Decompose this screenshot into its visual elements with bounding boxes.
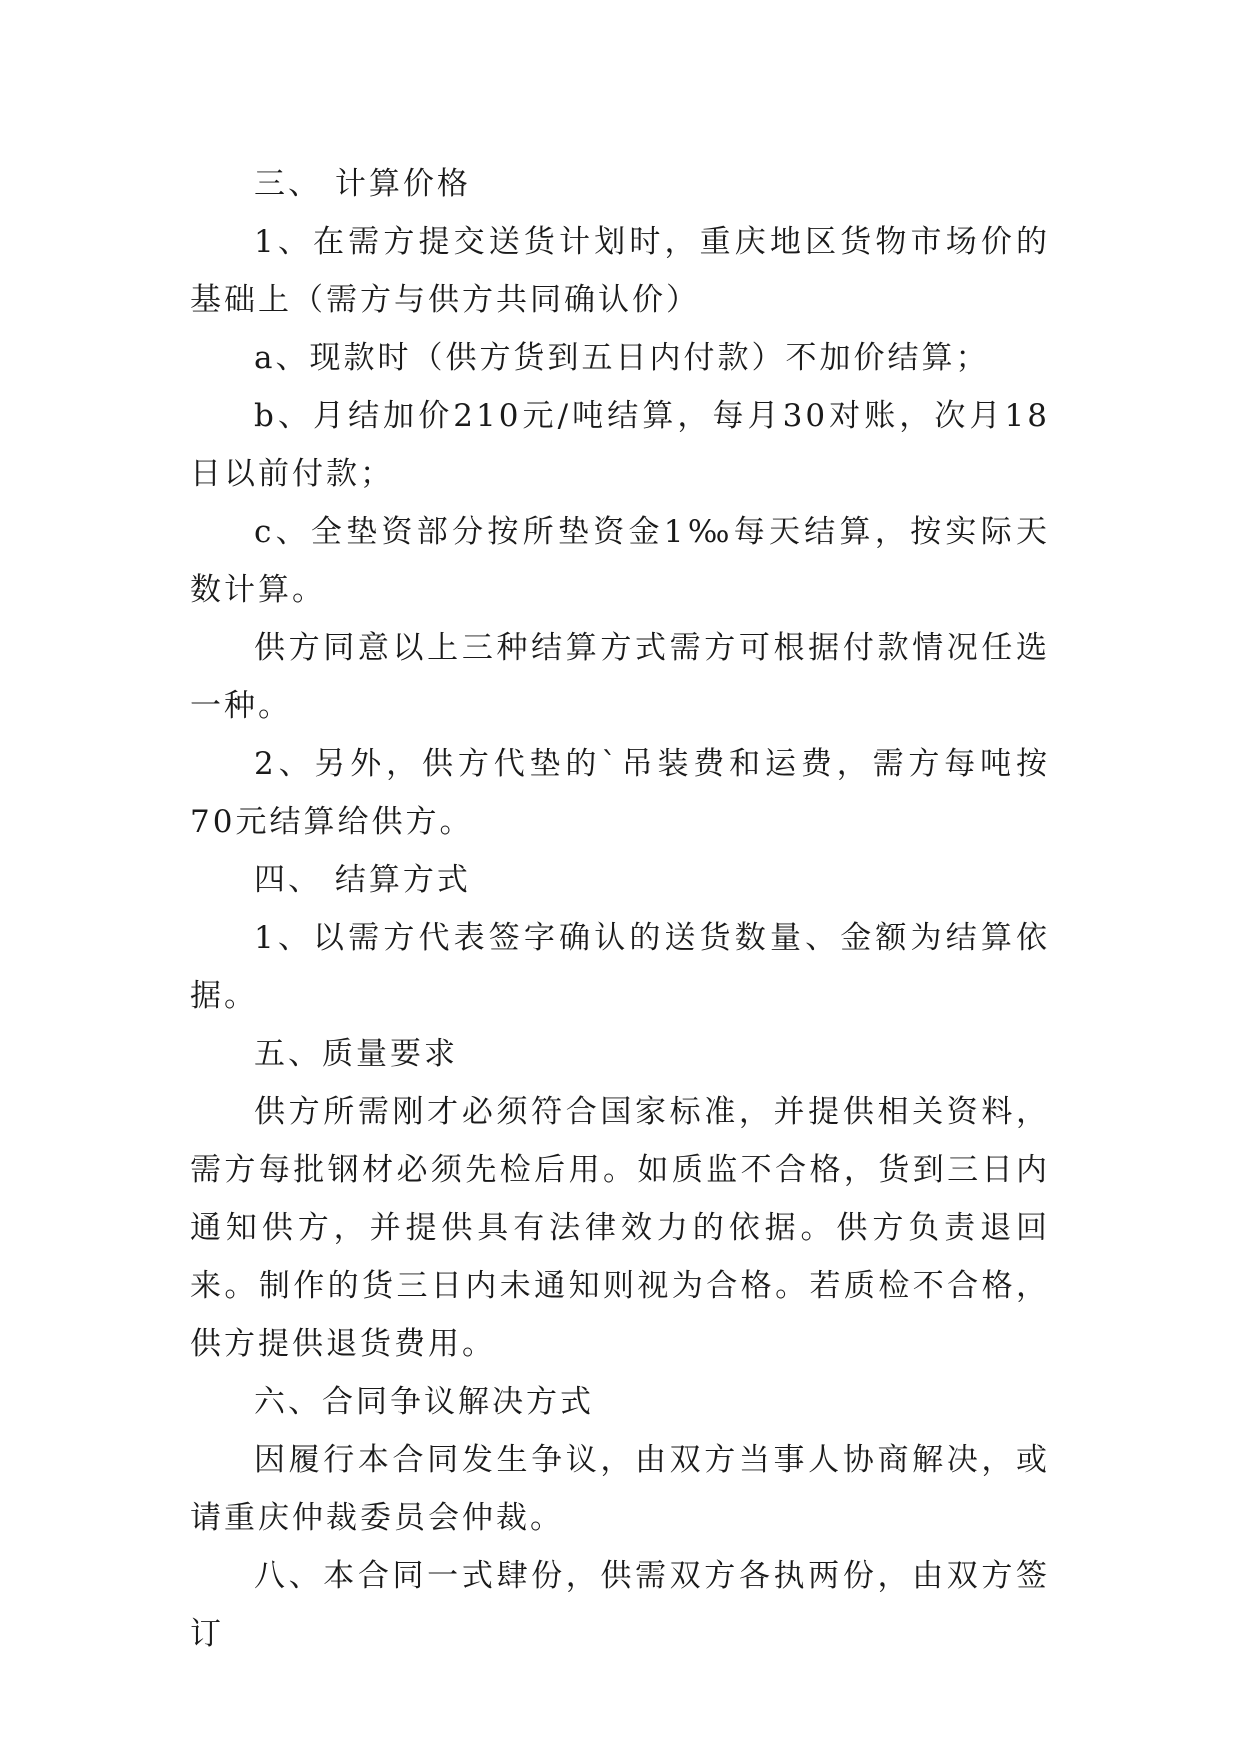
section-heading-pricing: 三、 计算价格	[254, 166, 471, 202]
paragraph-quality-requirements: 供方所需刚才必须符合国家标准，并提供相关资料，需方每批钢材必须先检后用。如质监不合格，货到三日内通知供方，并提供具有法律效力的依据。供方负责退回来。制作的货三日内未通知则视为合格。若质检不合格，供方提供退货费用。	[190, 1094, 1050, 1362]
paragraph-option-a: a、现款时（供方货到五日内付款）不加价结算；	[254, 340, 990, 376]
paragraph-settlement-basis: 1、以需方代表签字确认的送货数量、金额为结算依据。	[190, 920, 1050, 1014]
paragraph-option-choice: 供方同意以上三种结算方式需方可根据付款情况任选一种。	[190, 630, 1050, 724]
paragraph-pricing-basis: 1、在需方提交送货计划时，重庆地区货物市场价的基础上（需方与供方共同确认价）	[190, 224, 1050, 318]
section-heading-settlement: 四、 结算方式	[254, 862, 471, 898]
section-heading-dispute: 六、合同争议解决方式	[254, 1384, 594, 1420]
paragraph-extra-fees: 2、另外，供方代垫的`吊装费和运费，需方每吨按70元结算给供方。	[190, 746, 1050, 840]
paragraph-copies: 八、本合同一式肆份，供需双方各执两份，由双方签订	[190, 1558, 1050, 1652]
section-heading-quality: 五、质量要求	[254, 1036, 458, 1072]
paragraph-dispute-resolution: 因履行本合同发生争议，由双方当事人协商解决，或请重庆仲裁委员会仲裁。	[190, 1442, 1050, 1536]
paragraph-option-c: c、全垫资部分按所垫资金1‰每天结算，按实际天数计算。	[190, 514, 1050, 608]
document-body	[190, 155, 1050, 1663]
paragraph-option-b: b、月结加价210元/吨结算，每月30对账，次月18日以前付款；	[190, 398, 1050, 492]
